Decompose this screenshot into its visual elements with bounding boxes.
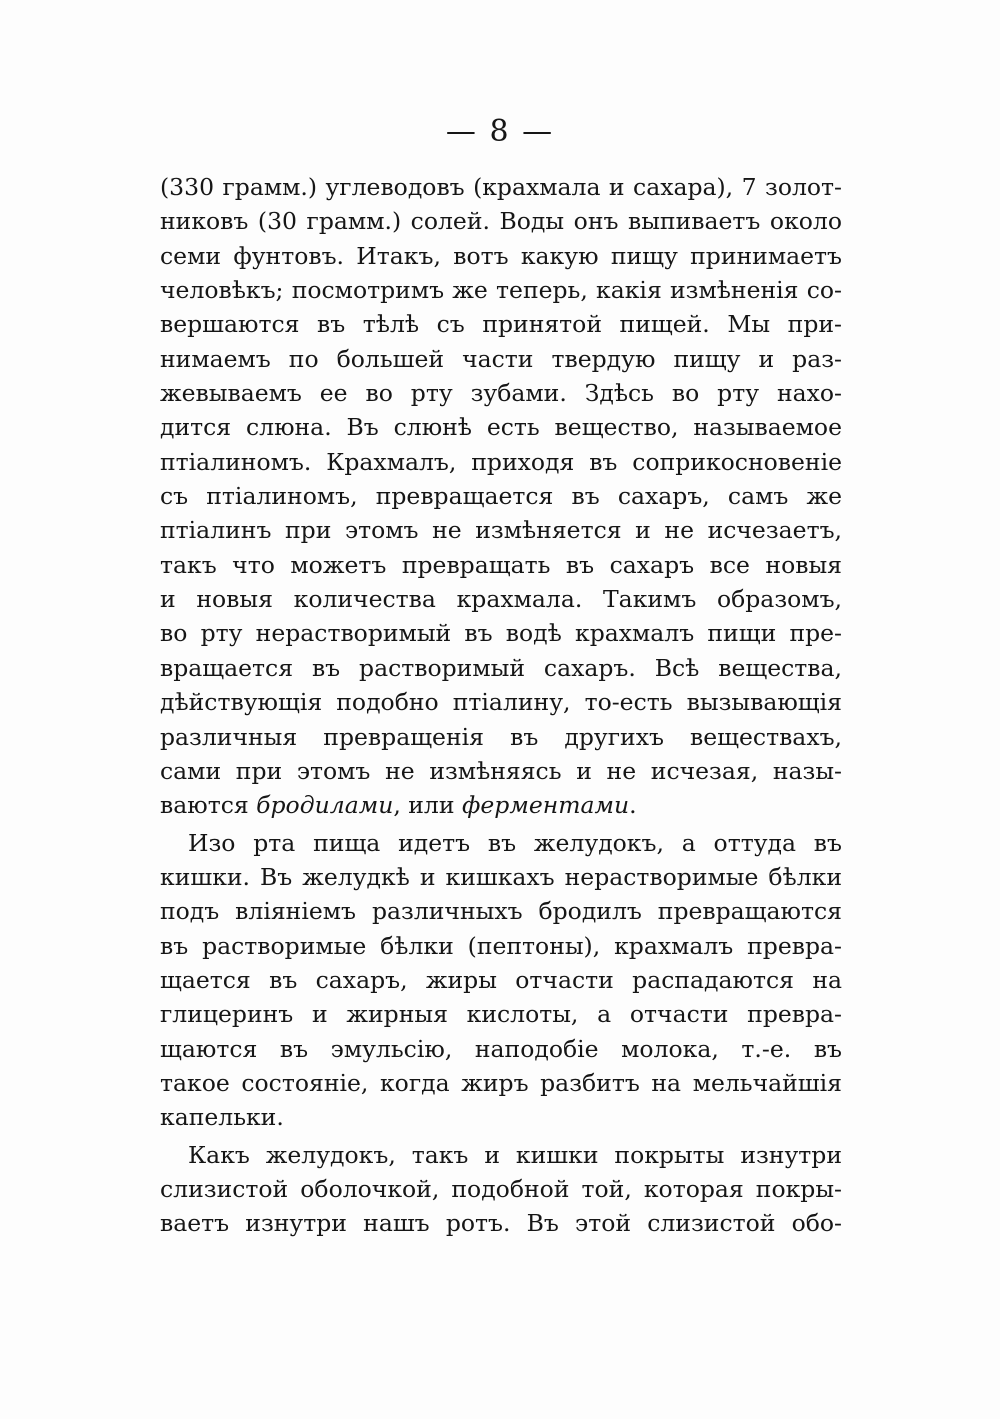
text-line: никовъ (30 грамм.) солей. Воды онъ выпиваетъ около bbox=[160, 207, 842, 236]
term-fermenty: ферментами bbox=[462, 791, 630, 820]
text-line: капельки. bbox=[160, 1103, 284, 1132]
text-line: щается въ сахаръ, жиры отчасти распадаются на bbox=[160, 965, 842, 994]
text-line: семи фунтовъ. Итакъ, вотъ какую пищу принимаетъ bbox=[160, 241, 842, 270]
text-line: кишки. Въ желудкѣ и кишкахъ нерастворимые бѣлки bbox=[160, 862, 842, 891]
line-text: . bbox=[629, 791, 637, 820]
paragraph-2 bbox=[160, 826, 842, 1135]
text-line: и новыя количества крахмала. Такимъ образомъ, bbox=[160, 585, 842, 614]
text-line: нимаемъ по большей части твердую пищу и раз- bbox=[160, 344, 842, 373]
text-line-with-terms bbox=[160, 788, 842, 822]
text-line: во рту нерастворимый въ водѣ крахмалъ пищи пре- bbox=[160, 619, 842, 648]
text-line: ваетъ изнутри нашъ ротъ. Въ этой слизистой обо- bbox=[160, 1209, 842, 1238]
text-line: различныя превращенія въ другихъ веществахъ, bbox=[160, 722, 842, 751]
text-line: щаются въ эмульсію, наподобіе молока, т.-е. въ bbox=[160, 1034, 842, 1063]
line-text: , или bbox=[393, 791, 462, 820]
text-line: Изо рта пища идетъ въ желудокъ, а оттуда въ bbox=[188, 828, 842, 857]
text-line: (330 грамм.) углеводовъ (крахмала и сахара), 7 золот- bbox=[160, 173, 842, 201]
text-line: птіалиномъ. Крахмалъ, приходя въ соприкосновеніе bbox=[160, 447, 842, 476]
paragraph-3 bbox=[160, 1138, 842, 1241]
text-line: вращается въ растворимый сахаръ. Всѣ вещества, bbox=[160, 653, 842, 682]
paragraph-1 bbox=[160, 170, 842, 823]
text-line: вершаются въ тѣлѣ съ принятой пищей. Мы при- bbox=[160, 310, 842, 339]
text-line: такъ что можетъ превращать въ сахаръ все новыя bbox=[160, 550, 842, 579]
text-line: въ растворимые бѣлки (пептоны), крахмалъ превра- bbox=[160, 931, 842, 960]
text-line: Какъ желудокъ, такъ и кишки покрыты изнутри bbox=[188, 1140, 842, 1169]
text-line: человѣкъ; посмотримъ же теперь, какія измѣненія со- bbox=[160, 276, 842, 305]
line-text: ваются bbox=[160, 791, 257, 820]
body-text bbox=[160, 170, 842, 1241]
text-line: такое состояніе, когда жиръ разбитъ на мельчайшія bbox=[160, 1068, 842, 1097]
text-line: жевываемъ ее во рту зубами. Здѣсь во рту нахо- bbox=[160, 379, 842, 408]
text-line: дится слюна. Въ слюнѣ есть вещество, называемое bbox=[160, 413, 842, 442]
text-line: сами при этомъ не измѣняясь и не исчезая, назы- bbox=[160, 756, 842, 785]
text-line: подъ вліяніемъ различныхъ бродилъ превращаются bbox=[160, 897, 842, 926]
term-brodily: бродилами bbox=[256, 791, 394, 820]
text-line: птіалинъ при этомъ не измѣняется и не исчезаетъ, bbox=[160, 516, 842, 545]
text-line: глицеринъ и жирныя кислоты, а отчасти превра- bbox=[160, 1000, 842, 1029]
text-line: съ птіалиномъ, превращается въ сахаръ, самъ же bbox=[160, 482, 842, 511]
page-number: — 8 — bbox=[445, 114, 555, 149]
text-line: дѣйствующія подобно птіалину, то-есть вызывающія bbox=[160, 688, 842, 717]
text-line: слизистой оболочкой, подобной той, которая покры- bbox=[160, 1174, 842, 1203]
